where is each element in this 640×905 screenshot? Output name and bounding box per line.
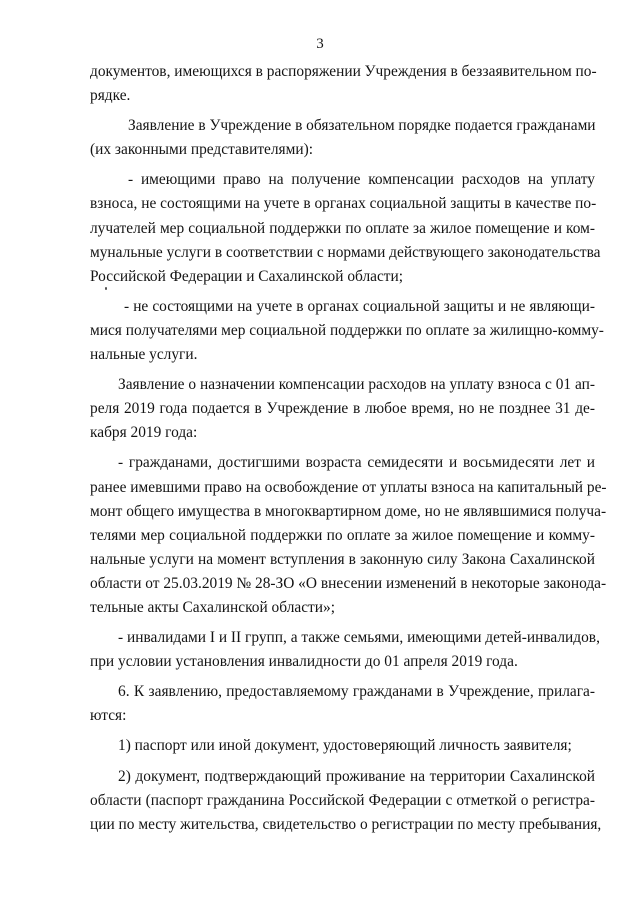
text-line: лучателей мер социальной поддержки по оплате за жилое помещение и ком- [90, 219, 595, 237]
text-line: мися получателями мер социальной поддержки по оплате за жилищно-комму- [90, 321, 604, 339]
text-line: реля 2019 года подается в Учреждение в любое время, но не позднее 31 де- [90, 400, 595, 418]
document-body [90, 60, 607, 837]
text-line: нальные услуги на момент вступления в законную силу Закона Сахалинской [90, 550, 595, 568]
text-line: 6. К заявлению, предоставляемому гражданами в Учреждение, прилага- [118, 683, 595, 701]
text-line: при условии установления инвалидности до 01 апреля 2019 года. [90, 653, 518, 671]
text-line: нальные услуги. [90, 346, 198, 364]
text-line: кабря 2019 года: [90, 424, 198, 442]
text-line: Российской Федерации и Сахалинской области; [90, 267, 404, 285]
text-line: документов, имеющихся в распоряжении Учреждения в беззаявительном по- [90, 63, 597, 80]
text-line: ются: [90, 707, 127, 725]
text-line: (их законными представителями): [90, 141, 314, 159]
text-line: - гражданами, достигшими возраста семидесяти и восьмидесяти лет и [118, 454, 595, 472]
text-line: 1) паспорт или иной документ, удостоверяющий личность заявителя; [118, 737, 572, 755]
text-line: 2) документ, подтверждающий проживание на территории Сахалинской [118, 767, 595, 785]
page-number: 3 [316, 36, 324, 52]
text-line: - инвалидами I и II групп, а также семьями, имеющими детей-инвалидов, [118, 629, 600, 647]
text-line: ции по месту жительства, свидетельство о регистрации по месту пребывания, [90, 815, 602, 833]
text-line: - не состоящими на учете в органах социальной защиты и не являющи- [124, 297, 595, 315]
text-line: области от 25.03.2019 № 28-ЗО «О внесении изменений в некоторые законода- [90, 574, 607, 592]
text-line: - имеющими право на получение компенсации расходов на уплату [128, 171, 595, 189]
text-line: рядке. [90, 87, 131, 105]
text-line: телями мер социальной поддержки по оплате за жилое помещение и комму- [90, 526, 595, 544]
text-line: монт общего имущества в многоквартирном доме, но не являвшимися получа- [90, 502, 607, 520]
text-line: взноса, не состоящими на учете в органах социальной защиты в качестве по- [90, 195, 597, 213]
text-line: Заявление о назначении компенсации расходов на уплату взноса с 01 ап- [118, 376, 595, 394]
text-line: тельные акты Сахалинской области»; [90, 598, 335, 616]
text-line: области (паспорт гражданина Российской Федерации с отметкой о регистра- [90, 791, 595, 809]
text-line: мунальные услуги в соответствии с нормами действующего законодательства [90, 243, 601, 261]
text-line: ранее имевшими право на освобождение от уплаты взноса на капитальный ре- [90, 478, 607, 496]
text-line: Заявление в Учреждение в обязательном порядке подается гражданами [128, 117, 596, 135]
